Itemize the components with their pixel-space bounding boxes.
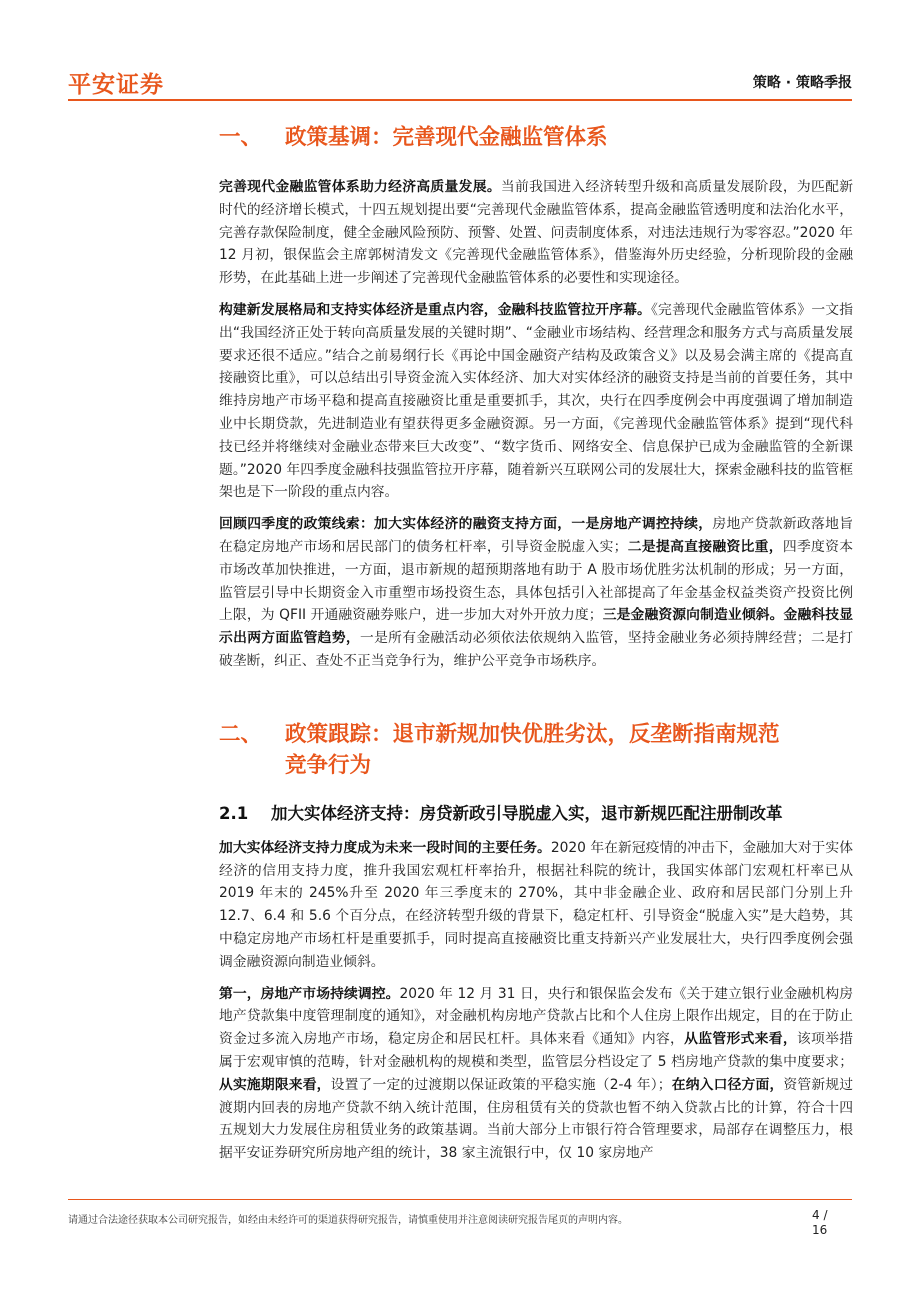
paragraph bbox=[219, 983, 853, 1165]
paragraph bbox=[219, 176, 853, 290]
paragraph-bold: 回顾四季度的政策线索：加大实体经济的融资支持方面，一是房地产调控持续， bbox=[219, 516, 713, 533]
section-2-number: 二、 bbox=[219, 721, 263, 747]
paragraph-text: 四季度资本市场改革加快推进，一方面，退市新规的超预期落地有助于 A 股市场优胜劣汰机制的形成；另一方面，监管层引导中长期资金入市重塑市场投资生态，具体包括引入社部提高了年金基金权益类资产投资比例上限，为 QFII 开通融资融券账户，进一步加大对外开放力度； bbox=[219, 538, 854, 624]
paragraph-text: 2020 年 12 月 31 日，央行和银保监会发布《关于建立银行业金融机构房地产贷款集中度管理制度的通知》，对金融机构房地产贷款占比和个人住房上限作出规定，目的在于防止资金过多流入房地产市场，稳定房企和居民杠杆。具体来看《通知》内容， bbox=[219, 985, 853, 1048]
paragraph-bold: 从实施期限来看， bbox=[219, 1076, 331, 1093]
paragraph-bold: 从监管形式来看， bbox=[684, 1031, 797, 1048]
section-2-title-line2: 竞争行为 bbox=[285, 752, 372, 778]
paragraph-lead: 完善现代金融监管体系助力经济高质量发展。 bbox=[219, 179, 501, 195]
company-logo: 平安证券 bbox=[68, 72, 164, 98]
header-divider bbox=[68, 99, 852, 101]
paragraph-lead: 构建新发展格局和支持实体经济是重点内容，金融科技监管拉开序幕。 bbox=[219, 301, 651, 318]
section-1-title: 政策基调：完善现代金融监管体系 bbox=[285, 125, 608, 150]
paragraph-text: 设置了一定的过渡期以保证政策的平稳实施（2-4 年）； bbox=[330, 1076, 672, 1093]
report-category: 策略 · 策略季报 bbox=[752, 75, 852, 91]
paragraph bbox=[219, 837, 853, 974]
page-number bbox=[812, 1208, 842, 1238]
paragraph-bold: 三是金融资源向制造业倾斜。金融科技显示出两方面监管趋势， bbox=[219, 607, 853, 647]
section-1-heading bbox=[219, 122, 853, 153]
paragraph-text: 房地产贷款新政落地旨在稳定房地产市场和居民部门的债务杠杆率，引导资金脱虚入实； bbox=[219, 516, 853, 555]
paragraph-bold: 第一，房地产市场持续调控。 bbox=[219, 985, 400, 1002]
subsection-number: 2.1 bbox=[219, 803, 249, 823]
paragraph-text: 当前我国进入经济转型升级和高质量发展阶段，为匹配新时代的经济增长模式，十四五规划提出要“完善现代金融监管体系，提高金融监管透明度和法治化水平，完善存款保险制度，健全金融风险预防、预警、处置、问责制度体系，对违法违规行为零容忍。”2020 年 12 月初，银保监会主席郭树清发文《完善现代金融监管体系》，借鉴海外历史经验，分析现阶段的金融形势，在此基础上进一步阐述了完善现代金融监管体系的必要性和实现途径。 bbox=[219, 179, 854, 287]
subsection-2-1-heading bbox=[219, 801, 853, 827]
paragraph-text: 该项举措属于宏观审慎的范畴，针对金融机构的规模和类型，监管层分档设定了 5 档房地产贷款的集中度要求； bbox=[219, 1031, 854, 1070]
subsection-title: 加大实体经济支持：房贷新政引导脱虚入实，退市新规匹配注册制改革 bbox=[271, 803, 783, 823]
section-2-heading bbox=[219, 719, 853, 781]
page-total: 16 bbox=[812, 1223, 828, 1237]
footer-disclaimer: 请通过合法途径获取本公司研究报告，如经由未经许可的渠道获得研究报告，请慎重使用并注意阅读研究报告尾页的声明内容。 bbox=[68, 1215, 628, 1226]
footer-divider bbox=[68, 1199, 852, 1200]
report-body bbox=[219, 122, 853, 1165]
paragraph-lead: 加大实体经济支持力度成为未来一段时间的主要任务。 bbox=[219, 839, 551, 856]
paragraph-text: 《完善现代金融监管体系》一文指出“我国经济正处于转向高质量发展的关键时期”、“金融业市场结构、经营理念和服务方式与高质量发展要求还很不适应。”结合之前易纲行长《再论中国金融资产结构及政策含义》以及易会满主席的《提高直接融资比重》，可以总结出引导资金流入实体经济、加大对实体经济的融资支持是当前的首要任务，其中维持房地产市场平稳和提高直接融资比重是重要抓手，其次，央行在四季度例会中再度强调了增加制造业中长期贷款，先进制造业有望获得更多金融资源。另一方面，《完善现代金融监管体系》提到“现代科技已经并将继续对金融业态带来巨大改变”、“数字货币、网络安全、信息保护已成为金融监管的全新课题。”2020 年四季度金融科技强监管拉开序幕，随着新兴互联网公司的发展壮大，探索金融科技的监管框架也是下一阶段的重点内容。 bbox=[219, 301, 853, 501]
paragraph-text: 2020 年在新冠疫情的冲击下，金融加大对于实体经济的信用支持力度，推升我国宏观杠杆率抬升，根据社科院的统计，我国实体部门宏观杠杆率已从 2019 年末的 245%升至 2020 年三季度末的 270%，其中非金融企业、政府和居民部门分别上升 12.7、6.4 和 5.6 个百分点，在经济转型升级的背景下，稳定杠杆、引导资金“脱虚入实”是大趋势，其中稳定房地产市场杠杆是重要抓手，同时提高直接融资比重支持新兴产业发展壮大，央行四季度例会强调金融资源向制造业倾斜。 bbox=[219, 839, 853, 970]
paragraph bbox=[219, 513, 853, 673]
paragraph-text: 资管新规过渡期内回表的房地产贷款不纳入统计范围，住房租赁有关的贷款也暂不纳入贷款占比的计算，符合十四五规划大力发展住房租赁业务的政策基调。当前大部分上市银行符合管理要求，局部存在调整压力，根据平安证券研究所房地产组的统计，38 家主流银行中，仅 10 家房地产 bbox=[219, 1076, 854, 1162]
paragraph bbox=[219, 299, 853, 504]
section-1-number: 一、 bbox=[219, 125, 263, 150]
section-2-title-line1: 政策跟踪：退市新规加快优胜劣汰，反垄断指南规范 bbox=[285, 721, 780, 747]
page-header bbox=[0, 0, 920, 110]
paragraph-text: 一是所有金融活动必须依法依规纳入监管，坚持金融业务必须持牌经营；二是打破垄断，纠正、查处不正当竞争行为，维护公平竞争市场秩序。 bbox=[219, 630, 854, 669]
page-current: 4 / bbox=[812, 1208, 828, 1222]
paragraph-bold: 在纳入口径方面， bbox=[671, 1076, 784, 1093]
paragraph-bold: 二是提高直接融资比重， bbox=[627, 538, 783, 555]
